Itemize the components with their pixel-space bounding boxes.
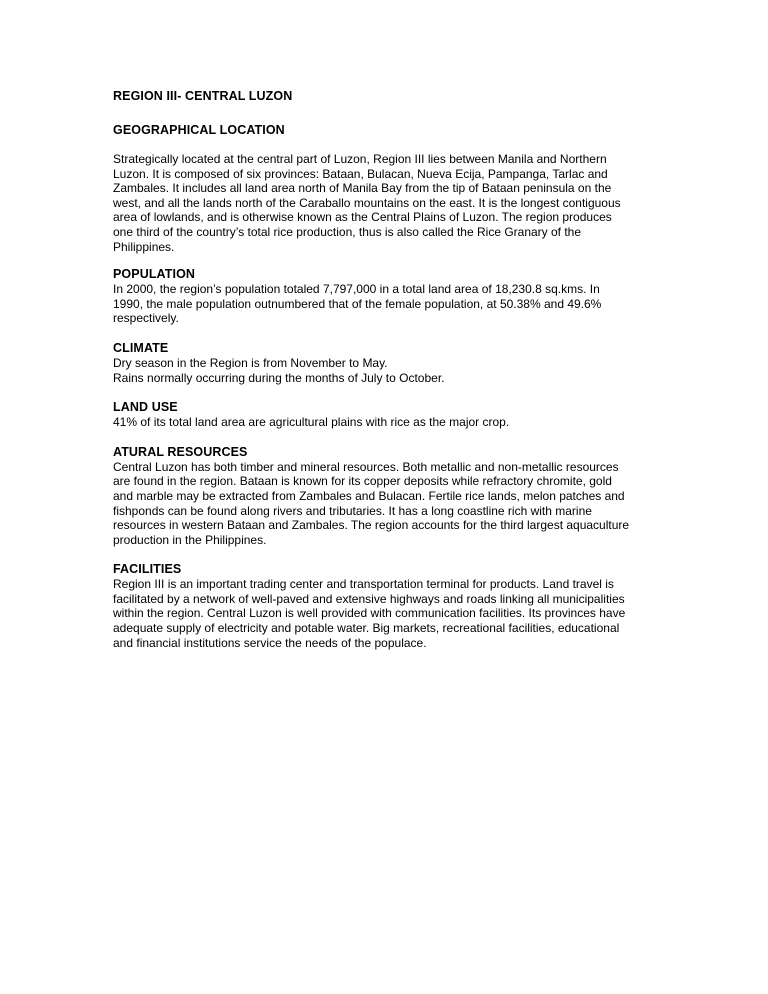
document-page (113, 88, 653, 664)
text-line: In 2000, the region’s population totaled 7,797,000 in a total land area of 18,230.8 sq.kms. In (113, 282, 600, 297)
text-line: 41% of its total land area are agricultural plains with rice as the major crop. (113, 415, 510, 430)
natural-resources-heading: ATURAL RESOURCES (113, 444, 248, 459)
geographical-location-paragraph (113, 152, 653, 254)
text-line: Rains normally occurring during the months of July to October. (113, 370, 445, 385)
text-line: 1990, the male population outnumbered that of the female population, at 50.38% and 49.6% (113, 296, 602, 311)
text-line: and financial institutions service the needs of the populace. (113, 635, 427, 650)
land-use-paragraph (113, 415, 653, 430)
text-line: Dry season in the Region is from November to May. (113, 355, 388, 370)
text-line: Zambales. It includes all land area north of Manila Bay from the tip of Bataan peninsula on the (113, 181, 612, 196)
text-line: area of lowlands, and is otherwise known as the Central Plains of Luzon. The region produces (113, 210, 612, 225)
text-line: west, and all the lands north of the Caraballo mountains on the east. It is the longest contiguous (113, 195, 621, 210)
population-heading: POPULATION (113, 267, 196, 282)
climate-heading: CLIMATE (113, 340, 169, 355)
natural-resources-section (113, 444, 653, 548)
text-line: one third of the country’s total rice production, thus is also called the Rice Granary of the (113, 224, 582, 239)
facilities-heading: FACILITIES (113, 562, 182, 577)
text-line: facilitated by a network of well-paved and extensive highways and roads linking all municipalities (113, 591, 625, 606)
text-line: production in the Philippines. (113, 532, 267, 547)
text-line: Strategically located at the central part of Luzon, Region III lies between Manila and Northern (113, 152, 607, 166)
climate-section (113, 340, 653, 385)
land-use-section (113, 399, 653, 430)
text-line: fishponds can be found along rivers and tributaries. It has a long coastline rich with marine (113, 503, 592, 518)
text-line: are found in the region. Bataan is known for its copper deposits while refractory chromite, gold (113, 474, 612, 489)
land-use-heading: LAND USE (113, 400, 178, 415)
text-line: resources in western Bataan and Zambales. The region accounts for the third largest aquaculture (113, 518, 630, 533)
text-line: respectively. (113, 311, 179, 326)
text-line: within the region. Central Luzon is well provided with communication facilities. Its provinces have (113, 606, 626, 621)
text-line: and marble may be extracted from Zambales and Bulacan. Fertile rice lands, melon patches and (113, 488, 625, 503)
climate-paragraph (113, 356, 653, 385)
facilities-section (113, 561, 653, 650)
text-line: Philippines. (113, 239, 175, 254)
population-paragraph (113, 282, 653, 326)
text-line: Luzon. It is composed of six provinces: Bataan, Bulacan, Nueva Ecija, Pampanga, Tarlac and (113, 166, 608, 181)
natural-resources-paragraph (113, 460, 653, 548)
document-title: REGION III- CENTRAL LUZON (113, 89, 293, 103)
population-section (113, 266, 653, 326)
text-line: Region III is an important trading center and transportation terminal for products. Land travel is (113, 577, 614, 592)
facilities-paragraph (113, 577, 653, 650)
text-line: adequate supply of electricity and potable water. Big markets, recreational facilities, educational (113, 621, 620, 636)
geographical-location-heading: GEOGRAPHICAL LOCATION (113, 123, 285, 137)
text-line: Central Luzon has both timber and mineral resources. Both metallic and non-metallic resources (113, 459, 619, 474)
